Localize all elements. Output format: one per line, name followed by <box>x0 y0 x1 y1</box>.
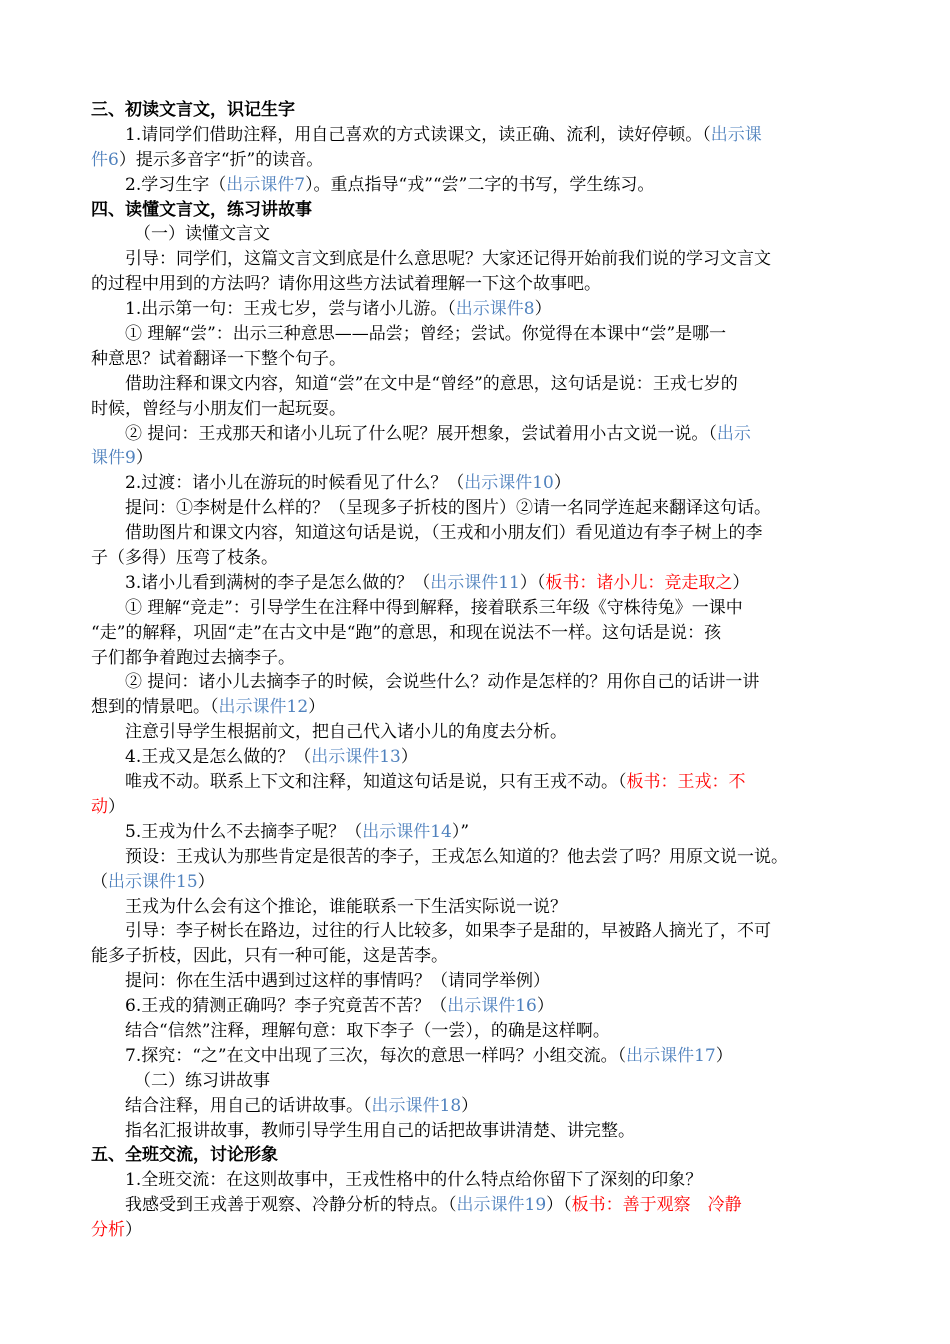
courseware-reference: 出示课件10 <box>464 473 554 494</box>
text-line <box>91 795 866 820</box>
section-heading <box>91 98 866 123</box>
text-line <box>91 496 866 521</box>
text-segment: ② 提问：诸小儿去摘李子的时候，会说些什么？动作是怎样的？用你自己的话讲一讲 <box>125 672 760 693</box>
text-line <box>91 770 866 795</box>
text-line <box>91 1119 866 1144</box>
text-segment: “走”的解释，巩固“走”在古文中是“跑”的意思，和现在说法不一样。这句话是说：孩 <box>91 622 722 643</box>
courseware-reference: 出示课件15 <box>108 871 198 892</box>
text-line <box>91 1044 866 1069</box>
text-line <box>91 397 866 422</box>
text-segment: 时候，曾经与小朋友们一起玩耍。 <box>91 398 346 419</box>
section-heading <box>91 1143 866 1168</box>
text-line <box>91 446 866 471</box>
text-line <box>91 247 866 272</box>
text-segment: 的过程中用到的方法吗？请你用这些方法试着理解一下这个故事吧。 <box>91 274 601 295</box>
text-line <box>91 571 866 596</box>
text-line <box>91 297 866 322</box>
text-segment: ① 理解“尝”：出示三种意思——品尝；曾经；尝试。你觉得在本课中“尝”是哪一 <box>125 324 727 345</box>
text-segment: 提问：你在生活中遇到过这样的事情吗？（请同学举例） <box>125 971 550 992</box>
courseware-reference: 出示课件17 <box>626 1045 716 1066</box>
text-segment: 我感受到王戎善于观察、冷静分析的特点。（ <box>125 1195 457 1216</box>
text-line <box>91 1218 866 1243</box>
text-segment: ） <box>534 299 552 320</box>
text-segment: ） <box>108 796 125 817</box>
text-segment: 7.探究：“之”在文中出现了三次，每次的意思一样吗？小组交流。（ <box>125 1045 627 1066</box>
text-segment: 借助注释和课文内容，知道“尝”在文中是“曾经”的意思，这句话是说：王戎七岁的 <box>125 373 738 394</box>
text-segment: 1.请同学们借助注释，用自己喜欢的方式读课文，读正确、流利，读好停顿。（ <box>125 124 711 145</box>
text-segment: 注意引导学生根据前文，把自己代入诸小儿的角度去分析。 <box>125 722 567 743</box>
text-line <box>91 944 866 969</box>
text-line <box>91 720 866 745</box>
text-line <box>91 845 866 870</box>
text-segment: ① 理解“竞走”：引导学生在注释中得到解释，接着联系三年级《守株待兔》一课中 <box>125 597 743 618</box>
text-segment: ） <box>135 448 153 469</box>
text-segment: 结合“信然”注释，理解句意：取下李子（一尝），的确是这样啊。 <box>125 1020 610 1041</box>
courseware-reference: 出示课件11 <box>430 572 520 593</box>
text-line <box>91 422 866 447</box>
text-segment: ） <box>125 1220 142 1241</box>
text-segment: ） <box>553 473 571 494</box>
lesson-plan-body <box>91 98 866 1243</box>
text-segment: 5.王戎为什么不去摘李子呢？（ <box>125 821 363 842</box>
text-segment: 唯戎不动。联系上下文和注释，知道这句话是说，只有王戎不动。（ <box>125 772 627 793</box>
text-segment: 1.出示第一句：王戎七岁，尝与诸小儿游。（ <box>125 299 456 320</box>
text-line <box>91 471 866 496</box>
courseware-reference: 出示课件16 <box>447 996 537 1017</box>
courseware-reference: 出示课件18 <box>371 1095 462 1116</box>
text-line <box>91 820 866 845</box>
blackboard-note: 动 <box>91 796 108 817</box>
blackboard-note: 板书：善于观察 冷静 <box>571 1195 742 1216</box>
text-segment: 引导：李子树长在路边，过往的行人比较多，如果李子是甜的，早被路人摘光了，不可 <box>125 921 771 942</box>
text-line <box>91 969 866 994</box>
blackboard-note: 板书：王戎：不 <box>626 772 746 793</box>
text-segment: 想到的情景吧。（ <box>91 697 219 718</box>
text-segment: ）提示多音字“折”的读音。 <box>118 149 324 170</box>
text-segment: 能多子折枝，因此，只有一种可能，这是苦李。 <box>91 946 448 967</box>
text-segment: 预设：王戎认为那些肯定是很苦的李子，王戎怎么知道的？他去尝了吗？用原文说一说。 <box>125 846 788 867</box>
text-line <box>91 670 866 695</box>
courseware-reference: 出示 <box>716 423 751 444</box>
text-segment: 子（多得）压弯了枝条。 <box>91 548 278 569</box>
text-segment: 2.学习生字（ <box>125 174 227 195</box>
text-segment: 结合注释，用自己的话讲故事。（ <box>125 1095 372 1116</box>
text-segment: ）（ <box>546 1195 572 1216</box>
text-segment: ） <box>461 1095 479 1116</box>
courseware-reference: 出示课件7 <box>226 174 306 195</box>
text-line <box>91 895 866 920</box>
text-segment: 种意思？试着翻译一下整个句子。 <box>91 348 346 369</box>
text-line <box>91 646 866 671</box>
text-segment: ） <box>400 747 418 768</box>
text-segment: ）（ <box>519 572 546 593</box>
blackboard-note: 板书：诸小儿：竞走取之 <box>545 572 733 593</box>
text-line <box>91 372 866 397</box>
text-segment: 6.王戎的猜测正确吗？李子究竟苦不苦？（ <box>125 996 448 1017</box>
text-line <box>91 546 866 571</box>
text-segment: 四、读懂文言文，练习讲故事 <box>91 199 312 220</box>
text-segment: ）” <box>451 821 470 842</box>
text-segment: ） <box>308 697 326 718</box>
text-line <box>91 1094 866 1119</box>
text-line <box>91 347 866 372</box>
text-segment: ） <box>536 996 554 1017</box>
text-line <box>91 695 866 720</box>
text-segment: 王戎为什么会有这个推论，谁能联系一下生活实际说一说？ <box>125 896 567 917</box>
courseware-reference: 件6 <box>91 149 119 170</box>
text-segment: 指名汇报讲故事，教师引导学生用自己的话把故事讲清楚、讲完整。 <box>125 1120 635 1141</box>
text-segment: 1.全班交流：在这则故事中，王戎性格中的什么特点给你留下了深刻的印象？ <box>125 1170 703 1191</box>
text-line <box>91 521 866 546</box>
courseware-reference: 出示课件8 <box>455 299 535 320</box>
text-segment: ） <box>732 572 750 593</box>
text-line <box>91 745 866 770</box>
text-line <box>91 870 866 895</box>
text-line <box>91 123 866 148</box>
text-segment: 借助图片和课文内容，知道这句话是说，（王戎和小朋友们）看见道边有李子树上的李 <box>125 523 763 544</box>
text-line <box>91 272 866 297</box>
text-segment: ） <box>197 871 215 892</box>
text-line <box>91 222 866 247</box>
text-segment: 2.过渡：诸小儿在游玩的时候看见了什么？（ <box>125 473 465 494</box>
text-line <box>91 322 866 347</box>
text-segment: 4.王戎又是怎么做的？（ <box>125 747 312 768</box>
text-segment: 子们都争着跑过去摘李子。 <box>91 647 295 668</box>
text-line <box>91 994 866 1019</box>
courseware-reference: 课件9 <box>91 448 136 469</box>
text-segment: 3.诸小儿看到满树的李子是怎么做的？（ <box>125 572 431 593</box>
text-line <box>91 173 866 198</box>
blackboard-note: 分析 <box>91 1220 125 1241</box>
courseware-reference: 出示课 <box>710 124 762 145</box>
text-line <box>91 148 866 173</box>
courseware-reference: 出示课件12 <box>218 697 309 718</box>
text-line <box>91 1069 866 1094</box>
courseware-reference: 出示课件19 <box>456 1195 547 1216</box>
text-segment: 三、初读文言文，识记生字 <box>91 100 295 120</box>
courseware-reference: 出示课件14 <box>362 821 452 842</box>
text-line <box>91 1193 866 1218</box>
text-line <box>91 1019 866 1044</box>
text-segment: （一）读懂文言文 <box>134 224 270 245</box>
text-segment: ）。重点指导“戎”“尝”二字的书写，学生练习。 <box>305 174 655 195</box>
text-segment: ） <box>715 1045 733 1066</box>
text-segment: （ <box>91 871 108 892</box>
courseware-reference: 出示课件13 <box>311 747 401 768</box>
text-segment: 五、全班交流，讨论形象 <box>91 1145 278 1166</box>
text-line <box>91 1168 866 1193</box>
text-segment: （二）练习讲故事 <box>134 1070 270 1091</box>
section-heading <box>91 198 866 223</box>
text-segment: ② 提问：王戎那天和诸小儿玩了什么呢？展开想象，尝试着用小古文说一说。（ <box>125 423 717 444</box>
text-line <box>91 919 866 944</box>
text-segment: 引导：同学们，这篇文言文到底是什么意思呢？大家还记得开始前我们说的学习文言文 <box>125 249 771 270</box>
text-segment: 提问：①李树是什么样的？（呈现多子折枝的图片）②请一名同学连起来翻译这句话。 <box>125 498 771 519</box>
text-line <box>91 621 866 646</box>
text-line <box>91 596 866 621</box>
